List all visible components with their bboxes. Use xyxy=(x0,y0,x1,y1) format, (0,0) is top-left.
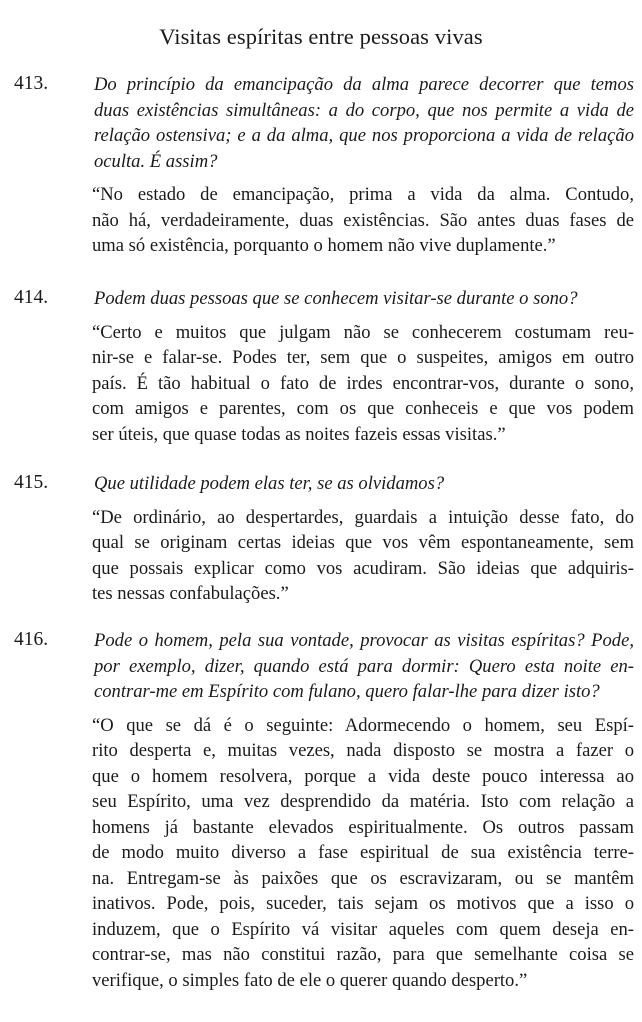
text-line: relação ostensiva; e a da alma, que nos proporciona a vida de relação xyxy=(94,125,634,146)
question-number: 414. xyxy=(14,287,49,308)
text-line: Podem duas pessoas que se conhecem visitar-se durante o sono? xyxy=(94,288,578,309)
text-line: contrar-me em Espírito com fulano, quero falar-lhe para dizer isto? xyxy=(94,681,600,702)
answer-text xyxy=(92,320,634,448)
text-line: Do princípio da emancipação da alma parece decorrer que temos xyxy=(94,74,634,95)
text-line: qual se originam certas ideias que vos vêm espontaneamente, sem xyxy=(92,532,634,553)
question-number: 413. xyxy=(14,73,49,94)
text-line: nir-se e falar-se. Podes ter, sem que o suspeites, amigos em outro xyxy=(92,347,634,368)
question-text xyxy=(94,628,634,705)
text-line: seu Espírito, uma vez desprendido da matéria. Isto com relação a xyxy=(92,791,634,812)
text-line: Que utilidade podem elas ter, se as olvidamos? xyxy=(94,473,445,494)
text-line: que possais explicar como vos acudiram. São ideias que adquiris- xyxy=(92,557,634,579)
text-line: homens já bastante elevados espiritualmente. Os outros passam xyxy=(92,816,634,838)
text-line: oculta. É assim? xyxy=(94,150,218,172)
text-line: “De ordinário, ao despertardes, guardais a intuição desse fato, do xyxy=(92,506,634,528)
text-line: ser úteis, que quase todas as noites fazeis essas visitas.” xyxy=(92,423,506,445)
question-text xyxy=(94,471,634,497)
text-line: por exemplo, dizer, quando está para dormir: Quero esta noite en- xyxy=(94,655,634,677)
text-line: “Certo e muitos que julgam não se conhecerem costumam reu- xyxy=(92,321,634,343)
question-text xyxy=(94,286,634,312)
text-line: com amigos e parentes, com os que conheceis e que vos podem xyxy=(92,398,634,419)
question-number: 416. xyxy=(14,629,49,650)
qa-item-414 xyxy=(14,286,634,447)
text-line: rito desperta e, muitas vezes, nada disposto se mostra a fazer o xyxy=(92,740,634,761)
qa-item-416 xyxy=(14,628,634,993)
text-line: país. É tão habitual o fato de irdes encontrar-vos, durante o sono, xyxy=(92,372,634,394)
text-line: na. Entregam-se às paixões que os escravizaram, ou se mantêm xyxy=(92,867,634,889)
text-line: “No estado de emancipação, prima a vida da alma. Contudo, xyxy=(92,184,634,205)
text-line: que o homem resolvera, porque a vida deste pouco interessa ao xyxy=(92,765,634,787)
text-line: uma só existência, porquanto o homem não vive duplamente.” xyxy=(92,235,556,256)
text-line: tes nessas confabulações.” xyxy=(92,583,289,604)
question-number: 415. xyxy=(14,472,49,493)
qa-item-413 xyxy=(14,72,634,259)
text-line: induzem, que o Espírito vá visitar aqueles com quem deseja en- xyxy=(92,918,634,940)
text-line: Pode o homem, pela sua vontade, provocar as visitas espíritas? Pode, xyxy=(94,630,634,651)
answer-text xyxy=(92,182,634,259)
text-line: inativos. Pode, pois, suceder, tais sejam os motivos que a isso o xyxy=(92,893,634,914)
answer-text xyxy=(92,713,634,994)
answer-text xyxy=(92,505,634,607)
page-title: Visitas espíritas entre pessoas vivas xyxy=(159,24,483,49)
text-line: contrar-se, mas não constitui razão, para que semelhante coisa se xyxy=(92,944,634,965)
text-line: não há, verdadeiramente, duas existências. São antes duas fases de xyxy=(92,209,634,231)
question-text xyxy=(94,72,634,174)
qa-item-415 xyxy=(14,471,634,607)
text-line: verifique, o simples fato de ele o querer quando desperto.” xyxy=(92,969,528,991)
text-line: duas existências simultâneas: a do corpo, que nos permite a vida de xyxy=(94,99,634,121)
text-line: “O que se dá é o seguinte: Adormecendo o homem, seu Espí- xyxy=(92,714,634,736)
text-line: de modo muito diverso a fase espiritual de sua existência terre- xyxy=(92,842,634,863)
